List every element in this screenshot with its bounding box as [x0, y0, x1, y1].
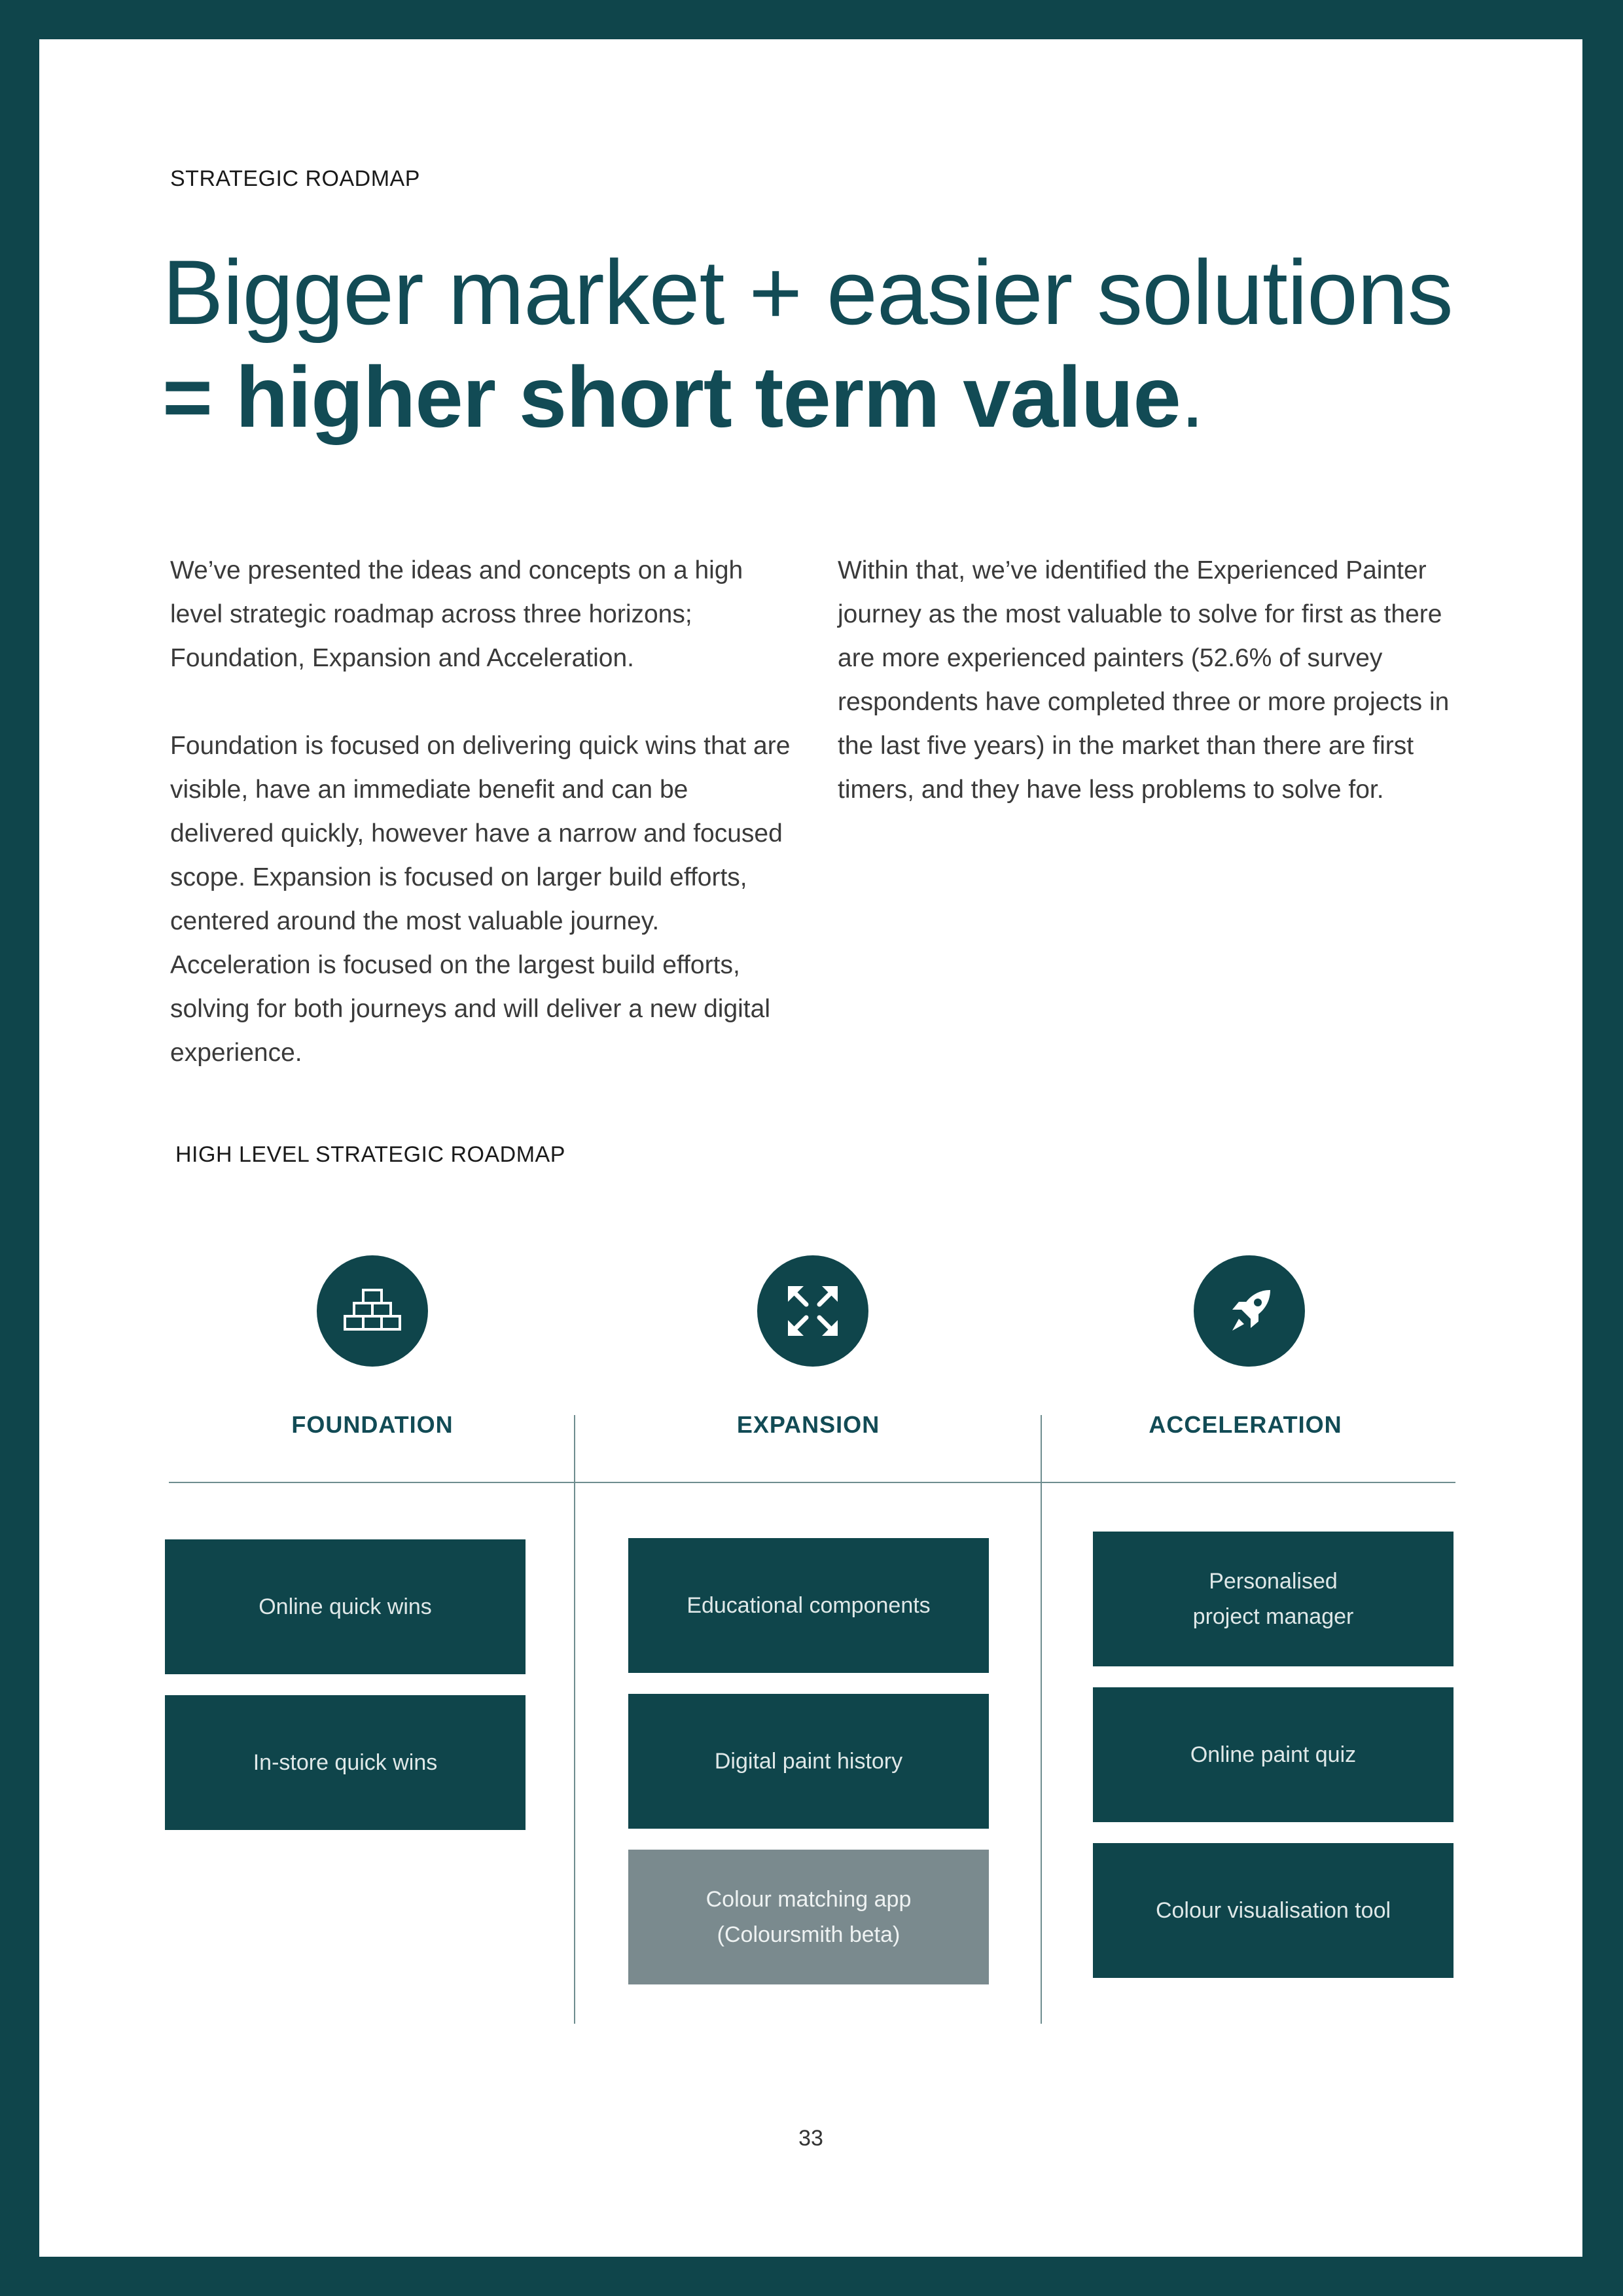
foundation-paragraph: Foundation is focused on delivering quick wins that are visible, have an immediate benefit and can be delivered quickly, however have a narrow and focused scope. Expansion is focused on larger build efforts, centered around the most valuable journey. Acceleration is focused on the largest build efforts, solving for both journeys and will deliver a new digital experience.: [170, 732, 791, 1067]
document-page: [39, 39, 1582, 2257]
roadmap-title: HIGH LEVEL STRATEGIC ROADMAP: [175, 1142, 565, 1167]
acceleration-badge: [1194, 1255, 1305, 1367]
headline-line-1: Bigger market + easier solutions: [162, 241, 1453, 344]
roadmap-card-in-store-quick-wins: [165, 1695, 526, 1830]
column-heading-acceleration: ACCELERATION: [1149, 1411, 1342, 1438]
experienced-painter-paragraph: Within that, we’ve identified the Experienced Painter journey as the most valuable to solve for first as there are more experienced painters (52.6% of survey respondents have completed three or more projects in the last five years) in the market than there are first timers, and they have less problems to solve for.: [838, 556, 1450, 804]
bricks-icon: [340, 1278, 405, 1344]
column-heading-expansion: EXPANSION: [736, 1411, 880, 1438]
card-label: Personalised project manager: [1192, 1569, 1354, 1629]
roadmap-card-online-paint-quiz: [1093, 1687, 1454, 1822]
column-divider-2: [1041, 1415, 1042, 2024]
card-label: Educational components: [687, 1593, 931, 1618]
card-label: In-store quick wins: [253, 1750, 438, 1775]
column-heading-foundation: FOUNDATION: [291, 1411, 454, 1438]
intro-column-right: [838, 548, 1453, 812]
page-number: 33: [798, 2126, 823, 2151]
card-label: Colour visualisation tool: [1155, 1898, 1391, 1923]
headline-line-2: [162, 350, 1204, 444]
card-label: Colour matching app (Coloursmith beta): [705, 1887, 912, 1947]
roadmap-card-colour-matching-app: [628, 1850, 989, 1984]
rocket-icon: [1217, 1278, 1282, 1344]
card-label: Digital paint history: [714, 1749, 903, 1774]
roadmap-card-personalised-project-manager: [1093, 1532, 1454, 1666]
headline-emphasis: = higher short term value: [162, 349, 1181, 445]
roadmap-header-divider: [169, 1482, 1455, 1483]
card-label: Online paint quiz: [1190, 1742, 1357, 1767]
card-label: Online quick wins: [259, 1594, 432, 1619]
expansion-badge: [757, 1255, 868, 1367]
roadmap-card-digital-paint-history: [628, 1694, 989, 1829]
roadmap-card-online-quick-wins: [165, 1539, 526, 1674]
foundation-badge: [317, 1255, 428, 1367]
section-eyebrow: STRATEGIC ROADMAP: [170, 166, 420, 191]
roadmap-card-educational-components: [628, 1538, 989, 1673]
roadmap-card-colour-visualisation-tool: [1093, 1843, 1454, 1978]
column-divider-1: [574, 1415, 575, 2024]
intro-paragraph: We’ve presented the ideas and concepts on a high level strategic roadmap across three horizons; Foundation, Expansion and Acceleration.: [170, 556, 743, 672]
intro-column-left: [170, 548, 798, 1075]
expand-arrows-icon: [780, 1278, 846, 1344]
headline-period: .: [1180, 349, 1204, 445]
